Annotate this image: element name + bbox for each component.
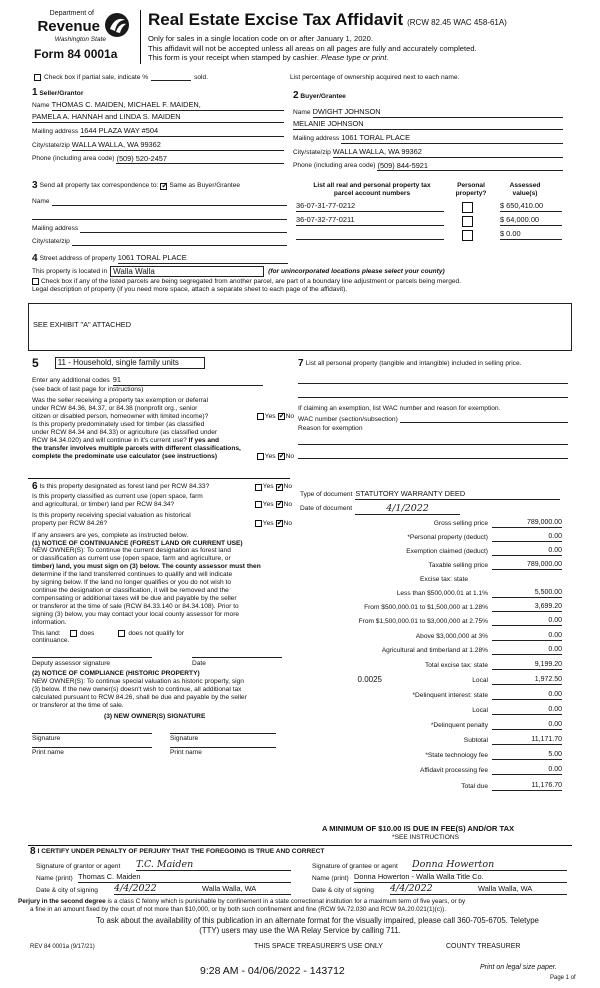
page-number: Page 1 of bbox=[550, 975, 576, 981]
corr-mailing-field[interactable] bbox=[80, 225, 287, 233]
parcel-col2-a: Personal bbox=[457, 182, 485, 189]
located-note: (for unincorporated locations please select your county) bbox=[268, 267, 445, 275]
grantee-signature[interactable]: Donna Howerton bbox=[412, 859, 567, 871]
tax-row-0 bbox=[300, 517, 562, 528]
sec6-q1-no-checkbox[interactable] bbox=[276, 484, 283, 491]
segregate-checkbox[interactable] bbox=[32, 278, 39, 285]
seller-mailing-label: Mailing address bbox=[32, 127, 79, 135]
buyer-city[interactable]: WALLA WALLA, WA 99362 bbox=[333, 148, 563, 158]
doc-type-label: Type of document bbox=[300, 490, 353, 498]
parcel-table bbox=[296, 182, 566, 241]
assessed-value[interactable]: $ 650,410.00 bbox=[500, 202, 562, 212]
buyer-phone[interactable]: (509) 844-5921 bbox=[377, 162, 563, 172]
grantee-name[interactable]: Donna Howerton - Walla Walla Title Co. bbox=[354, 873, 567, 883]
tax-row2-1-value[interactable]: 0.00 bbox=[492, 706, 562, 715]
tax-row-10-label: Total excise tax: state bbox=[424, 662, 488, 670]
tax-row2-6 bbox=[300, 780, 562, 791]
tax-row-5-value[interactable]: 5,500.00 bbox=[492, 589, 562, 598]
seller-city-label: City/state/zip bbox=[32, 141, 70, 149]
corr-city-field[interactable] bbox=[72, 238, 287, 246]
notice1-line: or classification as current use (open space, farm and agriculture, or bbox=[32, 555, 231, 563]
tax-row-7-value[interactable]: 0.00 bbox=[492, 617, 562, 626]
owner-print-line-1[interactable] bbox=[32, 747, 152, 748]
corr-city-label: City/state/zip bbox=[32, 238, 70, 246]
owner-sig-label-1: Signature bbox=[32, 734, 61, 742]
seller-section bbox=[32, 87, 284, 164]
tax-row2-2-value[interactable]: 0.00 bbox=[492, 721, 562, 730]
sec6-section bbox=[32, 481, 292, 756]
tax-row2-3-value[interactable]: 11,171.70 bbox=[492, 736, 562, 745]
sec7-section bbox=[298, 358, 568, 459]
sec6-q1-yes: Yes bbox=[262, 483, 274, 491]
parcel-col3-a: Assessed bbox=[509, 182, 541, 189]
notice1-line: NEW OWNER(S): To continue the current designation as forest land bbox=[32, 547, 231, 555]
tax-row2-2 bbox=[300, 719, 562, 730]
owner-sig-line-2[interactable] bbox=[170, 733, 276, 734]
tax-row-8-value[interactable]: 0.00 bbox=[492, 632, 562, 641]
notice2-line: (3) below. If the new owner(s) doesn't wish to continue, all additional tax bbox=[32, 686, 242, 694]
table-row bbox=[296, 230, 566, 241]
located-label: This property is located in bbox=[32, 267, 108, 275]
location-select[interactable]: Walla Walla bbox=[110, 266, 264, 277]
additional-codes[interactable]: 91 bbox=[113, 376, 263, 386]
sec6-q3-line2: property per RCW 84.26? bbox=[32, 519, 108, 527]
dept-line2: Revenue bbox=[37, 18, 100, 35]
tax-row2-6-label: Total due bbox=[461, 783, 488, 791]
continuance-label: continuance. bbox=[32, 637, 70, 645]
sec5-number: 5 bbox=[32, 356, 39, 370]
q2-no-checkbox[interactable] bbox=[278, 453, 285, 460]
doc-date[interactable]: 4/1/2022 bbox=[355, 503, 460, 515]
street-label: Street address of property bbox=[39, 255, 116, 263]
q2-line4: the transfer involves multiple parcels with different classifications, bbox=[32, 444, 241, 452]
tax-row-3-value[interactable]: 789,000.00 bbox=[492, 561, 562, 570]
grantor-date-label: Date & city of signing bbox=[36, 887, 98, 895]
sec6-q2-yes: Yes bbox=[262, 500, 274, 508]
personal-property-checkbox[interactable] bbox=[462, 202, 473, 213]
buyer-mailing[interactable]: 1061 TORAL PLACE bbox=[341, 134, 563, 144]
grantee-block bbox=[312, 859, 567, 895]
correspondence-number: 3 bbox=[32, 180, 38, 191]
corr-mailing-label: Mailing address bbox=[32, 225, 79, 233]
this-land-label: This land: bbox=[32, 629, 61, 637]
partial-percent-field[interactable] bbox=[151, 74, 191, 81]
corr-name-field[interactable] bbox=[52, 198, 287, 206]
sec6-q1: Is this property designated as forest land per RCW 84.33? bbox=[39, 483, 210, 491]
header-text bbox=[148, 10, 588, 62]
buyer-phone-label: Phone (including area code) bbox=[293, 162, 376, 170]
tax-row-6-value[interactable]: 3,699.20 bbox=[492, 603, 562, 612]
seller-name-2[interactable]: PAMELA A. HANNAH and LINDA S. MAIDEN bbox=[32, 113, 284, 123]
tax-row-9 bbox=[300, 644, 562, 655]
q1-no-label: No bbox=[285, 412, 294, 420]
personal-property-field[interactable] bbox=[298, 376, 568, 384]
rev-number: REV 84 0001a (9/17/21) bbox=[30, 944, 95, 950]
county-treasurer: COUNTY TREASURER bbox=[446, 943, 521, 950]
doc-type-row bbox=[300, 490, 560, 500]
parcel-col3-b: value(s) bbox=[512, 189, 538, 197]
local-tax-label: Local bbox=[472, 677, 488, 685]
seller-heading: Seller/Grantor bbox=[39, 90, 84, 97]
codes-label: Enter any additional codes bbox=[32, 377, 110, 385]
q2-line2: under RCW 84.34 and 84.33) or agriculture (as classified under bbox=[32, 428, 218, 436]
parcel-col2-b: property? bbox=[455, 189, 487, 197]
tax-row-3 bbox=[300, 559, 562, 570]
sec6-q2-yes-checkbox[interactable] bbox=[255, 501, 262, 508]
owner-print-line-2[interactable] bbox=[170, 747, 276, 748]
header-line2: This affidavit will not be accepted unless all areas on all pages are fully and accurately completed. bbox=[148, 43, 477, 53]
perjury-text1: is a class C felony which is punishable by confinement in a state correctional institution for a maximum term of five years, or by bbox=[105, 898, 466, 905]
partial-sold-label: sold. bbox=[194, 74, 209, 81]
treasurer-stamp: 9:28 AM - 04/06/2022 - 143712 bbox=[200, 965, 345, 977]
tax-row-2-value[interactable]: 0.00 bbox=[492, 547, 562, 556]
tax-row-5 bbox=[300, 587, 562, 598]
dor-logo bbox=[34, 10, 134, 64]
grantee-name-label: Name (print) bbox=[312, 875, 349, 883]
notice1-heading: (1) NOTICE OF CONTINUANCE (FOREST LAND OR CURRENT USE) bbox=[32, 539, 243, 547]
corr-name-label: Name bbox=[32, 198, 50, 206]
sec6-q3-yes-checkbox[interactable] bbox=[255, 520, 262, 527]
tax-row2-5-label: Affidavit processing fee bbox=[419, 767, 488, 775]
header-divider bbox=[140, 10, 141, 64]
see-instructions: *SEE INSTRUCTIONS bbox=[392, 834, 460, 841]
tax-row-2-label: Exemption claimed (deduct) bbox=[406, 548, 488, 556]
assessed-value[interactable]: $ 0.00 bbox=[500, 230, 562, 240]
sec8-heading-row bbox=[30, 846, 324, 858]
tax-row-7-label: From $1,500,000.01 to $3,000,000 at 2.75% bbox=[358, 618, 488, 626]
grantor-city[interactable]: Walla Walla, WA bbox=[196, 885, 291, 895]
deputy-label: Deputy assessor signature bbox=[32, 660, 111, 668]
parcel-account[interactable]: 36-07-31-77-0212 bbox=[296, 202, 444, 212]
seller-name-1[interactable]: THOMAS C. MAIDEN, MICHAEL F. MAIDEN, bbox=[52, 101, 284, 111]
reason-field[interactable] bbox=[298, 437, 568, 445]
ownership-label: List percentage of ownership acquired next to each name. bbox=[290, 74, 460, 81]
q1-yes-checkbox[interactable] bbox=[257, 413, 264, 420]
sec6-q1-yes-checkbox[interactable] bbox=[255, 484, 262, 491]
header-line3: This form is your receipt when stamped by cashier. bbox=[148, 52, 322, 62]
legal-paper-note: Print on legal size paper. bbox=[480, 964, 557, 971]
tax-row-1-value[interactable]: 0.00 bbox=[492, 533, 562, 542]
q1-line2: under RCW 84.36, 84.37, or 84.38 (nonprofit org., senior bbox=[32, 405, 198, 413]
parcel-account[interactable] bbox=[296, 231, 444, 240]
sec6-q3-no: No bbox=[283, 519, 292, 527]
tax-row-4-label: Excise tax: state bbox=[419, 576, 468, 584]
notice1-line: continue the designation or classification, it will be removed and the bbox=[32, 586, 229, 594]
parcel-account[interactable]: 36-07-32-77-0211 bbox=[296, 216, 444, 226]
wac-label: WAC number (section/subsection) bbox=[298, 415, 398, 423]
sec6-q2-line1: Is this property classified as current use (open space, farm bbox=[32, 493, 203, 500]
land-use-select[interactable]: 11 - Household, single family units bbox=[55, 357, 205, 369]
deputy-sig-line[interactable] bbox=[32, 657, 152, 658]
new-owner-sig-heading: (3) NEW OWNER(S) SIGNATURE bbox=[104, 712, 206, 720]
same-as-buyer-label: Same as Buyer/Grantee bbox=[169, 182, 241, 190]
tax-row2-4 bbox=[300, 749, 562, 760]
any-yes-note: If any answers are yes, complete as instructed below. bbox=[32, 531, 189, 539]
q1-no-checkbox[interactable] bbox=[278, 413, 285, 420]
tax-row-0-label: Gross selling price bbox=[433, 520, 488, 528]
local-tax-value[interactable]: 1,972.50 bbox=[492, 676, 562, 685]
notice1-line: compensating or additional taxes will be due and payable by the seller bbox=[32, 594, 237, 602]
q1-line1: Was the seller receiving a property tax exemption or deferral bbox=[32, 397, 209, 405]
segregate-label: Check box if any of the listed parcels are being segregated from another parcel, are part of a boundary line adjustment or parcels being merged. bbox=[41, 278, 462, 285]
sec6-q1-no: No bbox=[283, 483, 292, 491]
tax-row2-2-label: *Delinquent penalty bbox=[430, 722, 488, 730]
tax-row2-0 bbox=[300, 689, 562, 700]
does-label: does bbox=[80, 629, 95, 637]
sec8-number: 8 bbox=[30, 846, 36, 857]
q2-line1: Is this property predominately used for timber (as classified bbox=[32, 420, 205, 428]
parcel-col1-a: List all real and personal property tax bbox=[313, 182, 431, 189]
buyer-mailing-label: Mailing address bbox=[293, 134, 340, 142]
grantor-block bbox=[36, 859, 291, 895]
buyer-section bbox=[293, 90, 563, 171]
reason-label: Reason for exemption bbox=[298, 424, 363, 432]
grantor-signature[interactable]: T.C. Maiden bbox=[136, 859, 291, 871]
tax-row2-4-label: *State technology fee bbox=[425, 752, 488, 760]
does-not-label: does not qualify for bbox=[128, 629, 185, 637]
partial-sale-checkbox[interactable] bbox=[34, 74, 41, 81]
same-as-buyer-checkbox[interactable] bbox=[160, 183, 167, 190]
alt-format-1: To ask about the availability of this publication in an alternate format for the visually impaired, please call 360-705-6705. Teletype bbox=[96, 916, 539, 925]
tax-row2-1-label: Local bbox=[472, 707, 488, 715]
grantee-city[interactable]: Walla Walla, WA bbox=[472, 885, 567, 895]
wac-field[interactable] bbox=[400, 416, 568, 423]
tax-row2-1 bbox=[300, 704, 562, 715]
codes-note: (see back of last page for instructions) bbox=[32, 386, 144, 394]
perjury-line1 bbox=[18, 898, 588, 906]
form-number: Form 84 0001a bbox=[34, 47, 118, 61]
sec6-q3-yes: Yes bbox=[262, 519, 274, 527]
notice1-line: determine if the land transferred continues to qualify and will indicate bbox=[32, 571, 233, 579]
property-section bbox=[32, 253, 572, 294]
deputy-date-line[interactable] bbox=[192, 657, 282, 658]
sec6-q2-line2: and agricultural, or timber) land per RCW 84.34? bbox=[32, 500, 175, 508]
does-checkbox[interactable] bbox=[70, 630, 77, 637]
perjury-line2: a fine in an amount fixed by the court of not more than $10,000, or by both such confinement and fine (RCW 9A.72.030 and RCW 9A.20.021(1)(c)). bbox=[30, 906, 446, 913]
seller-city[interactable]: WALLA WALLA, WA 99362 bbox=[72, 141, 284, 151]
tax-row-1-label: *Personal property (deduct) bbox=[407, 534, 488, 542]
tax-row2-6-value[interactable]: 11,176.70 bbox=[492, 782, 562, 791]
notice1-line: timber) land, you must sign on (3) below. The county assessor must then bbox=[32, 563, 261, 571]
dept-line3: Washington State bbox=[54, 36, 106, 43]
sec7-label: List all personal property (tangible and intangible) included in selling price. bbox=[305, 360, 522, 367]
tax-row-5-label: Less than $500,000.01 at 1.1% bbox=[396, 590, 488, 598]
q2-line3: RCW 84.34.020) and will continue in it's current use? bbox=[32, 436, 189, 444]
grantor-name[interactable]: Thomas C. Maiden bbox=[78, 873, 291, 883]
legal-label: Legal description of property (if you need more space, attach a separate sheet to each page of the affidavit). bbox=[32, 285, 348, 293]
grantor-date[interactable]: 4/4/2022 bbox=[114, 883, 196, 895]
notice2-heading: (2) NOTICE OF COMPLIANCE (HISTORIC PROPERTY) bbox=[32, 670, 200, 678]
buyer-name-label: Name bbox=[293, 108, 311, 116]
tax-row-8-label: Above $3,000,000 at 3% bbox=[415, 633, 488, 641]
notice2-line: NEW OWNER(S): To continue special valuation as historic property, sign bbox=[32, 678, 244, 686]
assessed-value[interactable]: $ 64,000.00 bbox=[500, 216, 562, 226]
q2-line5: complete the predominate use calculator (see instructions) bbox=[32, 452, 218, 460]
table-row bbox=[296, 202, 566, 213]
notice1-line: or transferor at the time of sale (RCW 84.33.140 or 84.34.108). Prior to bbox=[32, 602, 239, 610]
tax-row-0-value[interactable]: 789,000.00 bbox=[492, 519, 562, 528]
q2-yes-label: Yes bbox=[264, 452, 276, 460]
sec6-q3-line1: Is this property receiving special valuation as historical bbox=[32, 511, 191, 519]
tax-row-9-label: Agricultural and timberland at 1.28% bbox=[381, 647, 488, 655]
tax-row-6 bbox=[300, 601, 562, 612]
notice1-line: information. bbox=[32, 618, 67, 626]
tax-row-3-label: Taxable selling price bbox=[428, 562, 488, 570]
doc-type[interactable]: STATUTORY WARRANTY DEED bbox=[355, 490, 560, 500]
local-rate: 0.0025 bbox=[357, 675, 382, 685]
q2-yes-checkbox[interactable] bbox=[257, 453, 264, 460]
personal-property-field-2[interactable] bbox=[298, 390, 568, 398]
tax-row-6-label: From $500,000.01 to $1,500,000 at 1.28% bbox=[364, 604, 488, 612]
sec5-section bbox=[32, 356, 294, 460]
sec6-q2-no: No bbox=[283, 500, 292, 508]
notice1-body bbox=[32, 547, 292, 626]
seller-mailing[interactable]: 1644 PLAZA WAY #504 bbox=[80, 127, 284, 137]
tax-row-7 bbox=[300, 615, 562, 626]
owner-print-label-1: Print name bbox=[32, 748, 64, 756]
does-not-checkbox[interactable] bbox=[118, 630, 125, 637]
parcel-col1-b: parcel account numbers bbox=[333, 189, 411, 197]
doc-date-label: Date of document bbox=[300, 505, 353, 513]
q2-line3-bold: If yes and bbox=[188, 436, 220, 444]
grantor-sig-label: Signature of grantor or agent bbox=[36, 863, 121, 871]
owner-sig-line-1[interactable] bbox=[32, 733, 152, 734]
q1-yes-label: Yes bbox=[264, 412, 276, 420]
deputy-date-label: Date bbox=[192, 660, 206, 668]
owner-print-label-2: Print name bbox=[170, 748, 202, 756]
doc-date-row bbox=[300, 503, 460, 515]
tax-row2-0-label: *Delinquent interest: state bbox=[412, 692, 488, 700]
tax-row-9-value[interactable]: 0.00 bbox=[492, 646, 562, 655]
legal-description: SEE EXHIBIT "A" ATTACHED bbox=[33, 320, 132, 329]
q2-no-label: No bbox=[285, 452, 294, 460]
notice1-line: signing (3) below, you may contact your local county assessor for more bbox=[32, 610, 240, 618]
header-line1: Only for sales in a single location code on or after January 1, 2020. bbox=[148, 34, 373, 44]
citation: (RCW 82.45 WAC 458-61A) bbox=[407, 18, 507, 27]
correspondence-section bbox=[32, 180, 287, 246]
seller-phone-label: Phone (including area code) bbox=[32, 155, 115, 163]
owner-sig-label-2: Signature bbox=[170, 734, 199, 742]
local-tax-row bbox=[300, 674, 562, 685]
correspondence-heading: Send all property tax correspondence to: bbox=[39, 182, 159, 190]
legal-description-field[interactable] bbox=[28, 303, 572, 351]
header-line3-italic: Please type or print. bbox=[321, 52, 389, 62]
dor-swoosh-icon bbox=[104, 12, 130, 38]
sec6-q2-no-checkbox[interactable] bbox=[276, 501, 283, 508]
tax-row-8 bbox=[300, 630, 562, 641]
tax-row-4 bbox=[300, 573, 562, 584]
table-row bbox=[296, 216, 566, 227]
personal-property-checkbox[interactable] bbox=[462, 216, 473, 227]
grantee-date[interactable]: 4/4/2022 bbox=[390, 883, 472, 895]
sec7-number: 7 bbox=[298, 358, 304, 369]
grantee-sig-label: Signature of grantee or agent bbox=[312, 863, 398, 871]
reason-field-2[interactable] bbox=[298, 451, 568, 459]
seller-number: 1 bbox=[32, 87, 38, 98]
alt-format-2: (TTY) users may use the WA Relay Service by calling 711. bbox=[199, 926, 401, 935]
perjury-bold: Perjury in the second degree bbox=[18, 898, 106, 905]
tax-row-2 bbox=[300, 545, 562, 556]
buyer-heading: Buyer/Grantee bbox=[300, 93, 346, 100]
treasurer-only: THIS SPACE TREASURER'S USE ONLY bbox=[254, 943, 383, 950]
sec6-number: 6 bbox=[32, 481, 38, 492]
dept-line1: Department of bbox=[49, 10, 94, 17]
sec8-heading: I CERTIFY UNDER PENALTY OF PERJURY THAT THE FOREGOING IS TRUE AND CORRECT bbox=[37, 848, 325, 856]
sec6-q3-no-checkbox[interactable] bbox=[276, 520, 283, 527]
partial-sale-label: Check box if partial sale, indicate % bbox=[44, 74, 149, 81]
tax-row-1 bbox=[300, 531, 562, 542]
corr-name-field-2[interactable] bbox=[32, 212, 287, 220]
notice2-line: or transferor at the time of sale. bbox=[32, 701, 124, 709]
grantee-date-label: Date & city of signing bbox=[312, 887, 374, 895]
tax-row-10-value[interactable]: 9,199.20 bbox=[492, 661, 562, 670]
buyer-name-2[interactable]: MELANIE JOHNSON bbox=[293, 120, 563, 130]
property-number: 4 bbox=[32, 253, 38, 264]
minimum-note: A MINIMUM OF $10.00 IS DUE IN FEE(S) AND/OR TAX bbox=[322, 824, 515, 833]
tax-row2-5-value[interactable]: 0.00 bbox=[492, 766, 562, 775]
tax-row2-4-value[interactable]: 5.00 bbox=[492, 751, 562, 760]
sec6-divider bbox=[28, 478, 290, 479]
exempt-label: If claiming an exemption, list WAC number and reason for exemption. bbox=[298, 405, 501, 412]
tax-row2-3-label: Subtotal bbox=[463, 737, 488, 745]
notice1-line: by signing below. If the land no longer qualifies or you do not wish to bbox=[32, 579, 232, 587]
q1-line3: citizen or disabled person, homeowner with limited income)? bbox=[32, 412, 209, 420]
buyer-city-label: City/state/zip bbox=[293, 148, 331, 156]
buyer-number: 2 bbox=[293, 90, 299, 101]
partial-sale-row bbox=[34, 74, 284, 82]
page-title: Real Estate Excise Tax Affidavit bbox=[148, 10, 404, 29]
street-address[interactable]: 1061 TORAL PLACE bbox=[118, 254, 288, 264]
tax-row2-5 bbox=[300, 764, 562, 775]
grantor-name-label: Name (print) bbox=[36, 875, 73, 883]
tax-row2-0-value[interactable]: 0.00 bbox=[492, 691, 562, 700]
seller-phone[interactable]: (509) 520-2457 bbox=[116, 155, 284, 165]
personal-property-checkbox[interactable] bbox=[462, 230, 473, 241]
tax-row2-3 bbox=[300, 734, 562, 745]
tax-row-10 bbox=[300, 659, 562, 670]
seller-name-label: Name bbox=[32, 101, 50, 109]
buyer-name-1[interactable]: DWIGHT JOHNSON bbox=[313, 108, 563, 118]
notice2-line: calculated pursuant to RCW 84.26, shall be due and payable by the seller bbox=[32, 693, 247, 701]
